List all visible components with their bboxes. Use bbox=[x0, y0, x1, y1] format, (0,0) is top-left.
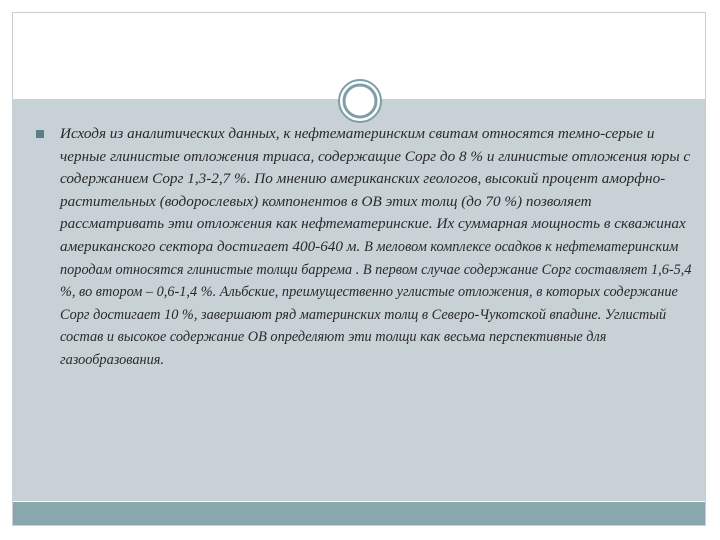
bullet-item bbox=[36, 123, 696, 372]
bullet-text bbox=[60, 123, 696, 372]
bullet-text-part2: В меловом комплексе осадков к нефтематеринским породам относятся глинистые толщи баррема . В первом случае содержание Сорг составляет 1,6-5,4 %, во втором – 0,6-1,4 %. Альбские, преимущественно углистые отложения, в которых содержание Сорг достигает 10 %, завершают ряд материнских толщ в Северо-Чукотской впадине. Углистый состав и высокое содержание ОВ определяют эти толщи как весьма перспективные для газообразования. bbox=[60, 238, 692, 368]
square-bullet-icon bbox=[36, 130, 44, 138]
bullet-text-part1: Исходя из аналитических данных, к нефтематеринским свитам относятся темно-серые и черные глинистые отложения триаса, содержащие Сорг до 8 % и глинистые отложения юры с содержанием Сорг 1,3-2,7 %. По мнению американских геологов, высокий процент аморфно-растительных (водорослевых) компонентов в ОВ этих толщ (до 70 %) позволяет рассматривать эти отложения как нефтематеринские. Их суммарная мощность в скважинах американского сектора достигает 400-640 м. bbox=[60, 125, 691, 255]
circle-ornament-icon bbox=[337, 78, 383, 124]
